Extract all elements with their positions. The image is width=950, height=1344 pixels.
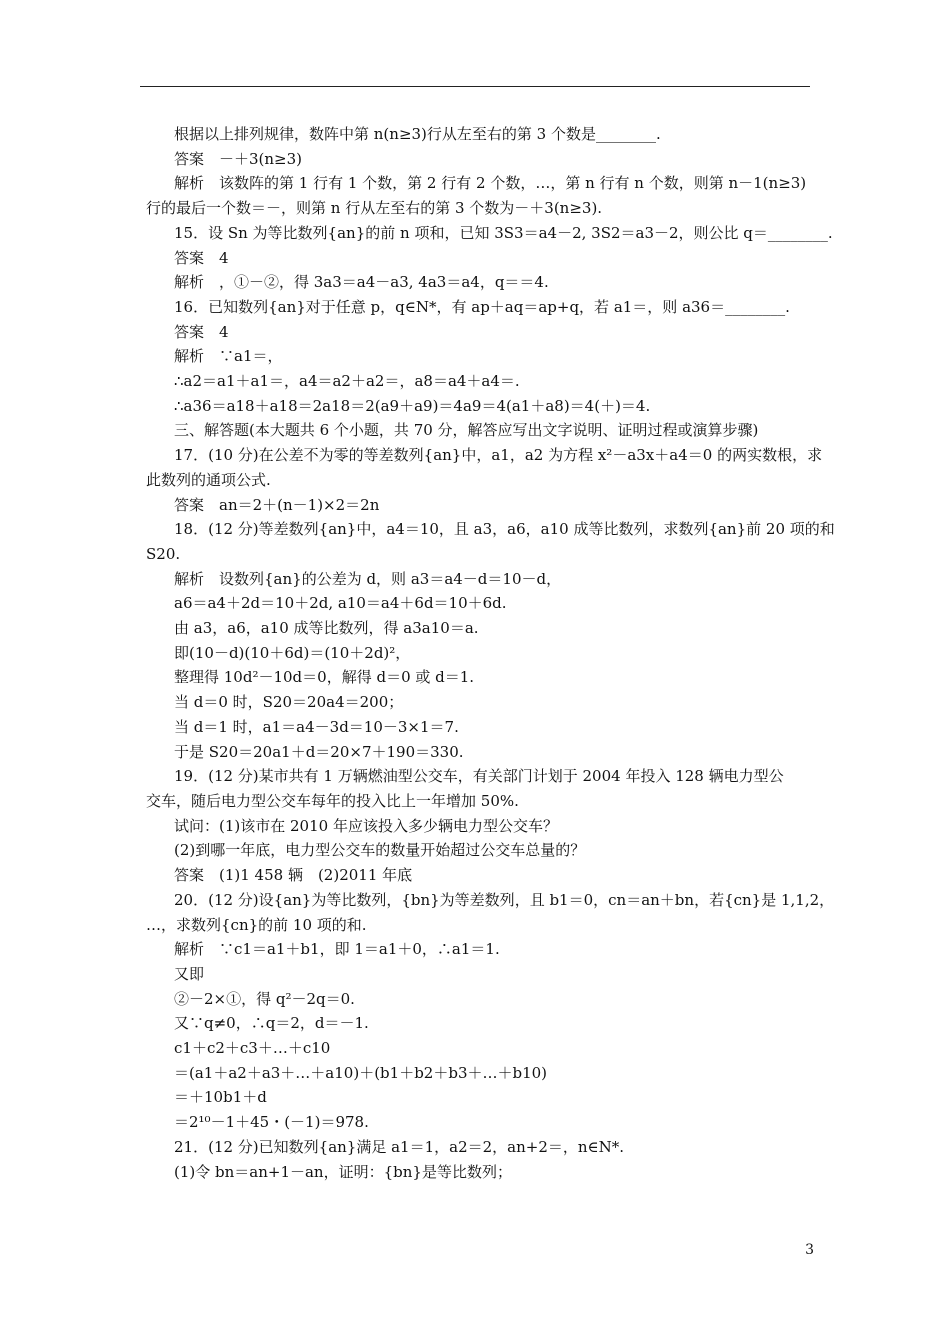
- text-line: 21．(12 分)已知数列{an}满足 a1＝1，a2＝2，an+2＝，n∈N*.: [174, 1137, 625, 1156]
- text-line: 20．(12 分)设{an}为等比数列，{bn}为等差数列，且 b1＝0，cn＝an＋bn，若{cn}是 1,1,2，: [174, 890, 835, 909]
- text-line: 行的最后一个数＝－，则第 n 行从左至右的第 3 个数为－＋3(n≥3).: [146, 199, 603, 218]
- text-line: (2)到哪一年底，电力型公交车的数量开始超过公交车总量的？: [174, 841, 586, 860]
- text-line: 试问：(1)该市在 2010 年应该投入多少辆电力型公交车？: [174, 816, 558, 835]
- text-line: 解析 ，①－②，得 3a3＝a4－a3, 4a3＝a4，q＝＝4.: [174, 273, 549, 292]
- text-line: ∴a36＝a18＋a18＝2a18＝2(a9＋a9)＝4a9＝4(a1＋a8)＝4(＋)＝4.: [174, 396, 651, 415]
- text-line: 答案 an＝2＋(n－1)×2＝2n: [174, 495, 380, 514]
- text-line: 当 d＝0 时，S20＝20a4＝200；: [174, 693, 404, 712]
- text-line: ＝2¹⁰－1＋45・(－1)＝978.: [174, 1113, 369, 1132]
- text-line: 19．(12 分)某市共有 1 万辆燃油型公交车，有关部门计划于 2004 年投入 128 辆电力型公: [174, 767, 784, 786]
- text-line: 解析 ∵c1＝a1＋b1，即 1＝a1＋0，∴a1＝1.: [174, 940, 500, 959]
- text-line: 由 a3，a6，a10 成等比数列，得 a3a10＝a.: [174, 619, 479, 638]
- text-line: 解析 该数阵的第 1 行有 1 个数，第 2 行有 2 个数，…，第 n 行有 n 个数，则第 n－1(n≥3): [174, 174, 807, 193]
- text-line: 解析 ∵a1＝，: [174, 347, 283, 366]
- text-line: S20.: [146, 544, 181, 563]
- text-line: 于是 S20＝20a1＋d＝20×7＋190＝330.: [174, 742, 464, 761]
- text-line: c1＋c2＋c3＋…＋c10: [174, 1039, 331, 1058]
- text-line: 交车，随后电力型公交车每年的投入比上一年增加 50%.: [146, 791, 519, 810]
- text-line: 即(10－d)(10＋6d)＝(10＋2d)²，: [174, 643, 411, 662]
- text-line: 此数列的通项公式.: [146, 470, 271, 489]
- text-line: 解析 设数列{an}的公差为 d，则 a3＝a4－d＝10－d，: [174, 569, 562, 588]
- page-number: 3: [805, 1242, 814, 1258]
- text-line: 15．设 Sn 为等比数列{an}的前 n 项和，已知 3S3＝a4－2, 3S2＝a3－2，则公比 q＝________.: [174, 223, 833, 242]
- text-line: 答案 4: [174, 322, 229, 341]
- text-line: ∴a2＝a1＋a1＝，a4＝a2＋a2＝，a8＝a4＋a4＝.: [174, 372, 520, 391]
- text-line: 答案 (1)1 458 辆 (2)2011 年底: [174, 866, 413, 885]
- text-line: 又∵q≠0，∴q＝2，d＝－1.: [174, 1014, 369, 1033]
- text-line: 答案 4: [174, 248, 229, 267]
- text-line: 又即: [174, 964, 205, 983]
- text-line: ②－2×①，得 q²－2q＝0.: [174, 989, 355, 1008]
- text-line: 三、解答题(本大题共 6 个小题，共 70 分，解答应写出文字说明、证明过程或演算步骤): [174, 421, 759, 440]
- text-line: 17．(10 分)在公差不为零的等差数列{an}中，a1，a2 为方程 x²－a3x＋a4＝0 的两实数根，求: [174, 446, 823, 465]
- text-line: (1)令 bn＝an+1－an，证明：{bn}是等比数列；: [174, 1162, 512, 1181]
- header-rule: [140, 86, 810, 87]
- text-line: 18．(12 分)等差数列{an}中，a4＝10，且 a3，a6，a10 成等比数列，求数列{an}前 20 项的和: [174, 520, 835, 539]
- page-body: [146, 122, 835, 1184]
- text-line: 当 d＝1 时，a1＝a4－3d＝10－3×1＝7.: [174, 717, 459, 736]
- text-line: 根据以上排列规律，数阵中第 n(n≥3)行从左至右的第 3 个数是________.: [174, 125, 661, 143]
- text-line: 答案 －＋3(n≥3): [174, 149, 303, 168]
- text-line: 16．已知数列{an}对于任意 p，q∈N*，有 ap＋aq＝ap+q，若 a1＝，则 a36＝________.: [174, 297, 790, 316]
- text-line: 整理得 10d²－10d＝0，解得 d＝0 或 d＝1.: [174, 668, 475, 687]
- text-line: ＝(a1＋a2＋a3＋…＋a10)＋(b1＋b2＋b3＋…＋b10): [174, 1063, 548, 1082]
- text-line: a6＝a4＋2d＝10＋2d, a10＝a4＋6d＝10＋6d.: [174, 594, 507, 613]
- text-line: ＝＋10b1＋d: [174, 1088, 267, 1107]
- text-line: …，求数列{cn}的前 10 项的和.: [146, 915, 367, 934]
